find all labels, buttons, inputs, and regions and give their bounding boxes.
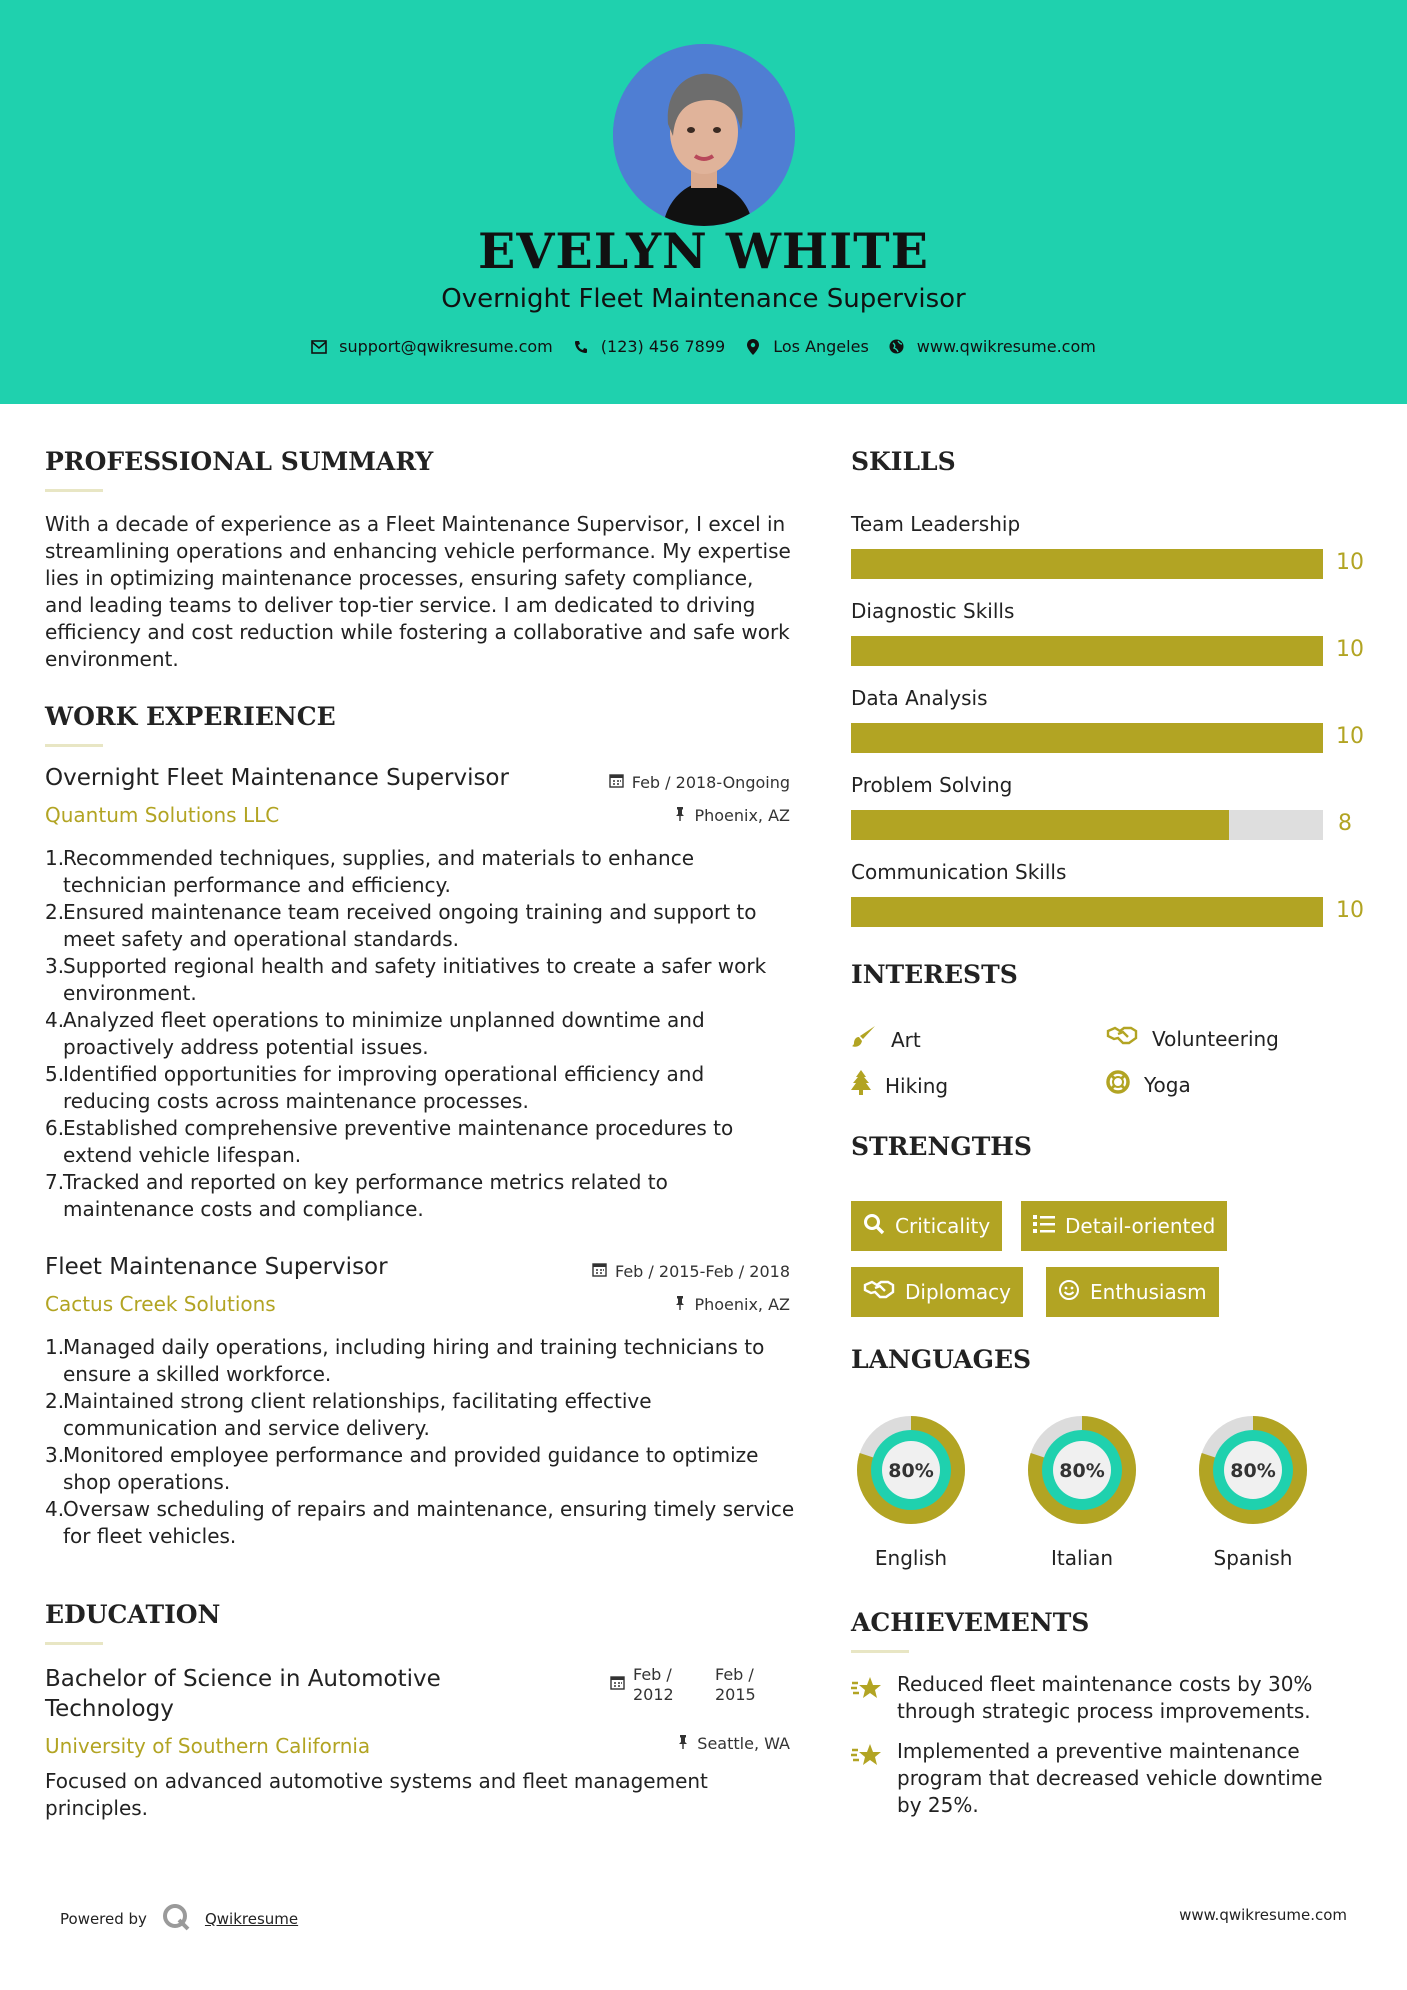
skill-bar-fill [851,549,1323,579]
skill-value: 10 [1336,637,1364,662]
list-item: 4. Analyzed fleet operations to minimize unplanned downtime and proactively address potential issues. [45,1008,705,1059]
brand-link[interactable]: Qwikresume [204,1910,299,1928]
list-item: 5. Identified opportunities for improving operational efficiency and reducing costs across maintenance processes. [45,1062,705,1113]
job-dates-text: Feb / 2015-Feb / 2018 [615,1262,790,1281]
email-text: support@qwikresume.com [339,337,553,356]
skills-heading: SKILLS [851,447,956,476]
language-percent: 80% [888,1460,934,1482]
star-award-icon [851,1742,883,1819]
star-award-icon [851,1675,883,1725]
contact-website[interactable] [889,337,1096,356]
skill-label: Problem Solving [851,773,1013,797]
candidate-title: Overnight Fleet Maintenance Supervisor [441,284,966,314]
skill-bar [851,897,1323,927]
education-heading: EDUCATION [45,1600,221,1629]
strengths-heading: STRENGTHS [851,1132,1032,1161]
contact-phone[interactable] [573,337,725,356]
summary-heading: PROFESSIONAL SUMMARY [45,447,434,476]
language-ring [846,1408,976,1532]
job-dates [592,1262,790,1281]
degree-line: Technology [45,1696,174,1722]
achievements-heading: ACHIEVEMENTS [851,1608,1090,1637]
job-location-text: Phoenix, AZ [694,806,790,825]
footer-powered-by [60,1902,298,1936]
search-icon [863,1213,885,1240]
location-text: Los Angeles [773,337,869,356]
list-item: 6. Established comprehensive preventive maintenance procedures to extend vehicle lifespan. [45,1116,734,1167]
duty-list [45,1334,795,1550]
education-end: Feb / 2015 [715,1665,756,1704]
interest-item: Art [851,1025,921,1054]
achievement-item: Implemented a preventive maintenance program that decreased vehicle downtime by 25%. [851,1738,1351,1819]
phone-icon [573,339,589,355]
calendar-icon [592,1262,607,1281]
lifering-icon [1106,1070,1130,1099]
candidate-name: EVELYN WHITE [478,222,929,280]
language-ring [1188,1408,1318,1532]
experience-heading: WORK EXPERIENCE [45,702,336,731]
interests-heading: INTERESTS [851,960,1018,989]
interest-item: Volunteering [1106,1025,1279,1052]
list-icon [1033,1214,1055,1239]
skill-value: 8 [1338,811,1352,836]
education-location [677,1734,790,1753]
contact-email[interactable] [311,337,553,356]
powered-by-text: Powered by [60,1910,147,1928]
handshake-icon [1106,1025,1138,1052]
qwikresume-logo-icon [161,1902,191,1936]
skill-label: Diagnostic Skills [851,599,1015,623]
pushpin-icon [674,806,686,825]
language-name: Spanish [1213,1546,1293,1570]
job-location [674,806,790,825]
skill-bar-fill [851,636,1323,666]
education-start: Feb / 2012 [633,1665,674,1704]
contact-bar [0,337,1407,356]
interest-item: Yoga [1106,1070,1191,1099]
job-dates-text: Feb / 2018-Ongoing [631,773,790,792]
summary-underline [45,489,103,492]
degree-title [45,1664,441,1724]
list-item: 3. Supported regional health and safety initiatives to create a safer work environment. [45,954,767,1005]
language-ring [1017,1408,1147,1532]
skill-bar-fill [851,723,1323,753]
skill-bar [851,810,1323,840]
degree-line: Bachelor of Science in Automotive [45,1666,441,1692]
globe-icon [889,339,905,355]
skill-bar [851,636,1323,666]
strength-badge: Enthusiasm [1046,1267,1219,1317]
education-description: Focused on advanced automotive systems and fleet management principles. [45,1769,708,1820]
skill-value: 10 [1336,550,1364,575]
summary-text: With a decade of experience as a Fleet Maintenance Supervisor, I excel in streamlining operations and enhancing vehicle performance. My expertise lies in optimizing maintenance processes, ensuring safety compliance, and leading teams to deliver top-tier service. I am dedicated to driving efficiency and cost reduction while fostering a collaborative and safe work environment. [45,512,791,671]
pushpin-icon [677,1734,689,1753]
map-pin-icon [745,339,761,355]
strength-badge: Detail-oriented [1021,1201,1227,1251]
smile-icon [1058,1279,1080,1306]
language-name: Italian [1050,1546,1114,1570]
paintbrush-icon [851,1025,877,1054]
list-item: 4. Oversaw scheduling of repairs and maintenance, ensuring timely service for fleet vehicles. [45,1497,795,1548]
skill-label: Data Analysis [851,686,988,710]
skill-label: Team Leadership [851,512,1021,536]
skill-bar-fill [851,897,1323,927]
handshake-icon [863,1279,895,1306]
language-item [1188,1408,1318,1570]
list-item: 2. Ensured maintenance team received ongoing training and support to meet safety and operational standards. [45,900,757,951]
envelope-icon [311,339,327,355]
skill-bar [851,549,1323,579]
job-location-text: Phoenix, AZ [694,1295,790,1314]
job-company: Cactus Creek Solutions [45,1292,276,1316]
strength-badge: Criticality [851,1201,1002,1251]
duty-list [45,845,795,1223]
list-item: 2. Maintained strong client relationships, facilitating effective communication and service delivery. [45,1389,652,1440]
pushpin-icon [674,1295,686,1314]
skill-value: 10 [1336,724,1364,749]
calendar-icon [610,1675,625,1694]
language-item [1017,1408,1147,1570]
language-item [846,1408,976,1570]
list-item: 1. Recommended techniques, supplies, and materials to enhance technician performance and efficiency. [45,846,694,897]
education-dates [610,1665,767,1705]
profile-photo [613,44,795,226]
job-title: Fleet Maintenance Supervisor [45,1254,388,1280]
skill-bar-fill [851,810,1229,840]
languages-heading: LANGUAGES [851,1345,1032,1374]
strength-badge: Diplomacy [851,1267,1023,1317]
resume-header [0,0,1407,404]
education-location-text: Seattle, WA [697,1734,790,1753]
contact-location [745,337,869,356]
experience-underline [45,744,103,747]
skill-label: Communication Skills [851,860,1067,884]
language-percent: 80% [1230,1460,1276,1482]
website-text: www.qwikresume.com [916,337,1096,356]
language-percent: 80% [1059,1460,1105,1482]
interest-item: Hiking [851,1070,948,1101]
job-title: Overnight Fleet Maintenance Supervisor [45,765,509,791]
language-name: English [874,1546,948,1570]
phone-text: (123) 456 7899 [600,337,726,356]
achievement-item: Reduced fleet maintenance costs by 30% through strategic process improvements. [851,1671,1351,1725]
list-item: 1. Managed daily operations, including hiring and training technicians to ensure a skilled workforce. [45,1335,765,1386]
list-item: 7. Tracked and reported on key performance metrics related to maintenance costs and compliance. [45,1170,668,1221]
school-name: University of Southern California [45,1734,371,1758]
job-location [674,1295,790,1314]
job-dates [609,773,790,792]
skill-value: 10 [1336,898,1364,923]
skill-bar [851,723,1323,753]
job-company: Quantum Solutions LLC [45,803,280,827]
calendar-icon [609,773,624,792]
tree-icon [851,1070,871,1101]
achievements-underline [851,1650,909,1653]
list-item: 3. Monitored employee performance and provided guidance to optimize shop operations. [45,1443,759,1494]
footer-site[interactable]: www.qwikresume.com [1179,1906,1347,1924]
education-underline [45,1642,103,1645]
